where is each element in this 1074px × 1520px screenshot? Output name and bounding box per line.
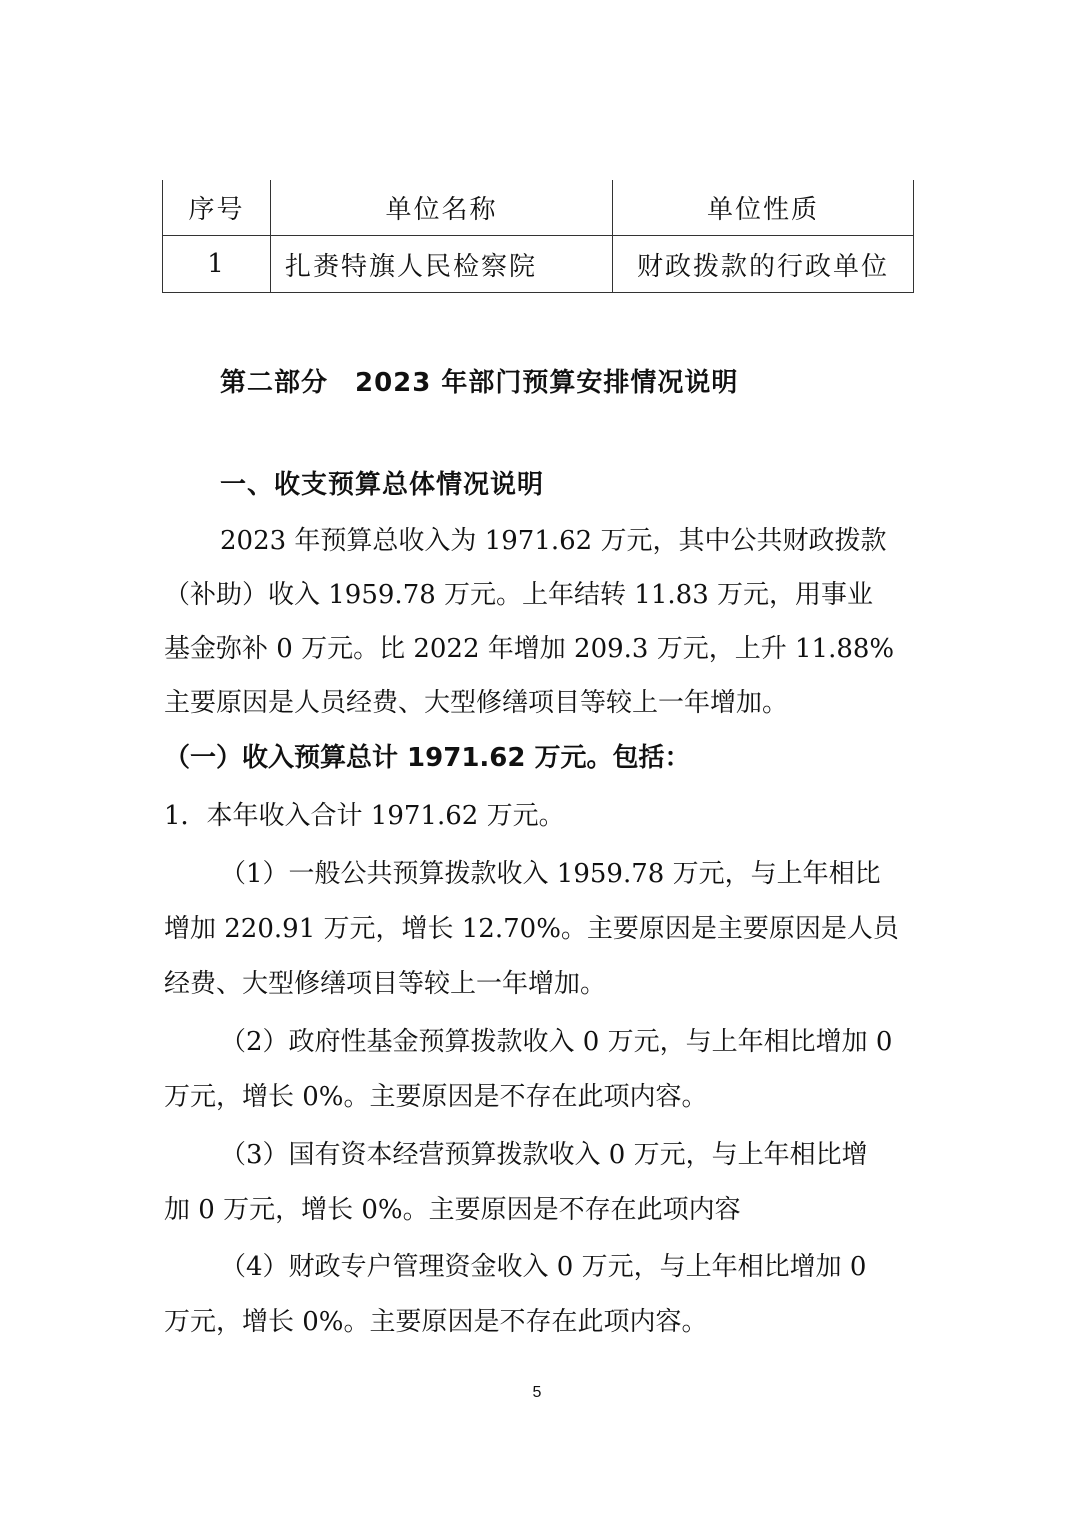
income-heading: （一）收入预算总计 1971.62 万元。包括： (164, 743, 691, 773)
header-unit-nature: 单位性质 (613, 180, 914, 236)
paragraph-line: 主要原因是人员经费、大型修缮项目等较上一年增加。 (164, 688, 789, 718)
unit-table (162, 180, 914, 293)
paragraph-line: （2）政府性基金预算拨款收入 0 万元，与上年相比增加 0 (220, 1027, 893, 1057)
cell-serial: 1 (163, 236, 271, 293)
cell-unit-name: 扎赉特旗人民检察院 (271, 236, 613, 293)
paragraph-line: 2023 年预算总收入为 1971.62 万元，其中公共财政拨款 (220, 526, 887, 556)
subsection-title: 一、收支预算总体情况说明 (220, 470, 545, 500)
cell-unit-nature: 财政拨款的行政单位 (613, 236, 914, 293)
table-row (163, 236, 914, 293)
paragraph-line: 万元，增长 0%。主要原因是不存在此项内容。 (164, 1307, 708, 1337)
paragraph-line: （3）国有资本经营预算拨款收入 0 万元，与上年相比增 (220, 1140, 868, 1170)
paragraph-line: 基金弥补 0 万元。比 2022 年增加 209.3 万元，上升 11.88% (164, 634, 895, 664)
paragraph-line: 经费、大型修缮项目等较上一年增加。 (164, 969, 607, 999)
header-unit-name: 单位名称 (271, 180, 613, 236)
paragraph-line: （补助）收入 1959.78 万元。上年结转 11.83 万元，用事业 (164, 580, 874, 610)
page-number: 5 (532, 1384, 542, 1401)
paragraph-line: 万元，增长 0%。主要原因是不存在此项内容。 (164, 1082, 708, 1112)
paragraph-line: （4）财政专户管理资金收入 0 万元，与上年相比增加 0 (220, 1252, 867, 1282)
paragraph-line: （1）一般公共预算拨款收入 1959.78 万元，与上年相比 (220, 859, 881, 889)
paragraph-line: 增加 220.91 万元，增长 12.70%。主要原因是主要原因是人员 (164, 914, 899, 944)
paragraph-line: 1．本年收入合计 1971.62 万元。 (164, 801, 565, 831)
section-title: 第二部分 2023 年部门预算安排情况说明 (220, 368, 739, 398)
table-header-row (163, 180, 914, 236)
header-serial: 序号 (163, 180, 271, 236)
paragraph-line: 加 0 万元，增长 0%。主要原因是不存在此项内容 (164, 1195, 741, 1225)
